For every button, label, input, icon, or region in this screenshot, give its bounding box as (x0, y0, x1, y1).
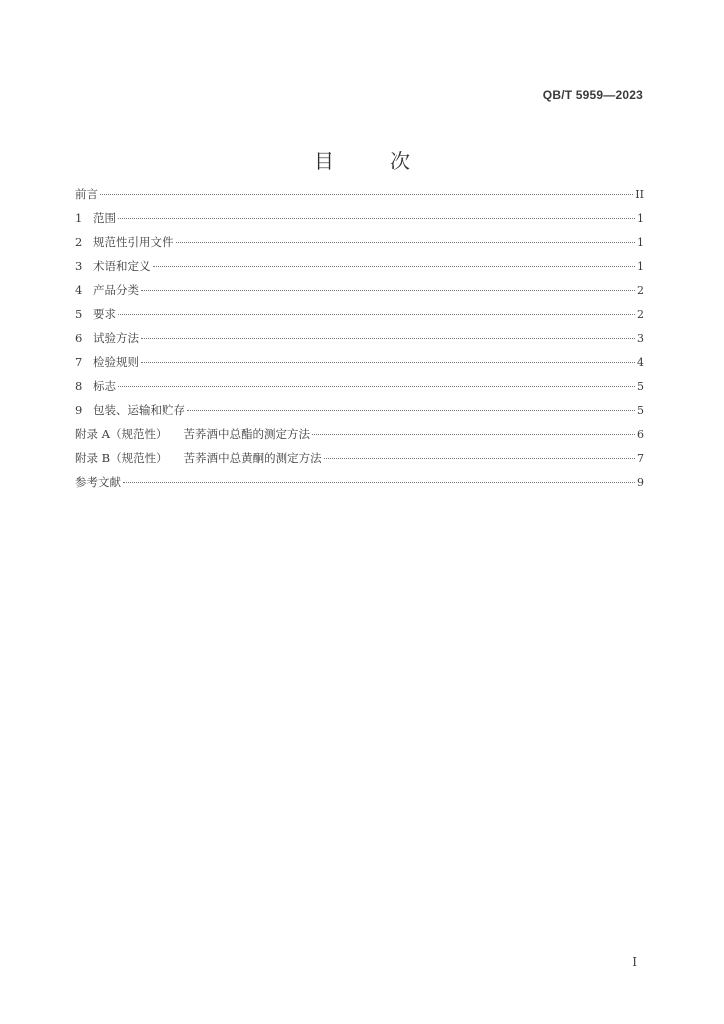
toc-entry-title: 标志 (93, 379, 116, 393)
toc-heading (0, 145, 724, 174)
toc-entry-number: 4 (75, 283, 83, 297)
toc-entry[interactable] (75, 474, 644, 498)
toc-entry-title: 要求 (93, 307, 116, 321)
toc-entry-label (75, 426, 310, 442)
toc-leader-dots (141, 338, 635, 339)
toc-entry[interactable] (75, 234, 644, 258)
toc-leader-dots (141, 362, 635, 363)
toc-entry-label (75, 258, 151, 274)
toc-leader-dots (118, 314, 635, 315)
toc-entry-number: 6 (75, 331, 83, 345)
toc-entry-page: 4 (637, 356, 644, 369)
toc-entry-number: 2 (75, 235, 83, 249)
toc-entry-title: 前言 (75, 187, 98, 201)
toc-entry-title: 检验规则 (93, 355, 139, 369)
toc-entry-title: 参考文献 (75, 475, 121, 489)
toc-entry-title: 包装、运输和贮存 (93, 403, 185, 417)
toc-leader-dots (118, 386, 635, 387)
toc-entry-page: 9 (637, 476, 644, 489)
toc-entry-number: 3 (75, 259, 83, 273)
toc-appendix-label: 附录 A（规范性） (75, 427, 168, 441)
toc-entry-number: 9 (75, 403, 83, 417)
toc-entry-page: 1 (637, 260, 644, 273)
toc-entry-title: 术语和定义 (93, 259, 151, 273)
toc-entry[interactable] (75, 378, 644, 402)
toc-leader-dots (141, 290, 635, 291)
toc-entry-label (75, 378, 116, 394)
toc-entry[interactable] (75, 354, 644, 378)
toc-entry-label (75, 186, 98, 202)
toc-heading-char-2: 次 (390, 149, 410, 173)
toc-entry-label (75, 210, 116, 226)
toc-appendix-label: 附录 B（规范性） (75, 451, 168, 465)
toc-entry-title: 产品分类 (93, 283, 139, 297)
toc-entry[interactable] (75, 402, 644, 426)
toc-appendix-title: 苦荞酒中总酯的测定方法 (183, 427, 310, 441)
toc-entry-label (75, 306, 116, 322)
toc-entry-label (75, 474, 121, 490)
toc-entry-title: 规范性引用文件 (93, 235, 174, 249)
toc-entry-title: 范围 (93, 211, 116, 225)
page-number: I (632, 955, 637, 969)
toc-entry[interactable] (75, 306, 644, 330)
toc-leader-dots (187, 410, 635, 411)
toc-entry-number: 8 (75, 379, 83, 393)
toc-entry-label (75, 354, 139, 370)
toc-entry[interactable] (75, 210, 644, 234)
toc-entry[interactable] (75, 258, 644, 282)
toc-entry-title: 试验方法 (93, 331, 139, 345)
toc-leader-dots (176, 242, 636, 243)
toc-entry-label (75, 330, 139, 346)
toc-entry[interactable] (75, 426, 644, 450)
toc-entry-page: II (635, 188, 644, 201)
toc-leader-dots (153, 266, 636, 267)
toc-entry-label (75, 234, 174, 250)
toc-entry-page: 3 (637, 332, 644, 345)
toc-entry-page: 2 (637, 308, 644, 321)
toc-appendix-title: 苦荞酒中总黄酮的测定方法 (183, 451, 322, 465)
toc-leader-dots (123, 482, 635, 483)
toc-entry-label (75, 450, 322, 466)
toc-entry-page: 2 (637, 284, 644, 297)
toc-entry-label (75, 402, 185, 418)
toc-entry-label (75, 282, 139, 298)
toc-entry[interactable] (75, 186, 644, 210)
toc-entry-number: 1 (75, 211, 83, 225)
toc-leader-dots (118, 218, 635, 219)
toc-heading-char-1: 目 (314, 149, 334, 173)
toc-entry-number: 7 (75, 355, 83, 369)
toc-entry-page: 1 (637, 236, 644, 249)
toc-entry-page: 5 (637, 380, 644, 393)
table-of-contents (75, 186, 644, 498)
toc-entry-page: 6 (637, 428, 644, 441)
toc-entry-page: 5 (637, 404, 644, 417)
toc-entry[interactable] (75, 282, 644, 306)
toc-leader-dots (100, 194, 633, 195)
toc-leader-dots (312, 434, 635, 435)
toc-entry-page: 7 (637, 452, 644, 465)
toc-entry-number: 5 (75, 307, 83, 321)
toc-entry[interactable] (75, 330, 644, 354)
toc-leader-dots (324, 458, 635, 459)
toc-entry-page: 1 (637, 212, 644, 225)
toc-entry[interactable] (75, 450, 644, 474)
standard-code: QB/T 5959—2023 (542, 88, 643, 102)
